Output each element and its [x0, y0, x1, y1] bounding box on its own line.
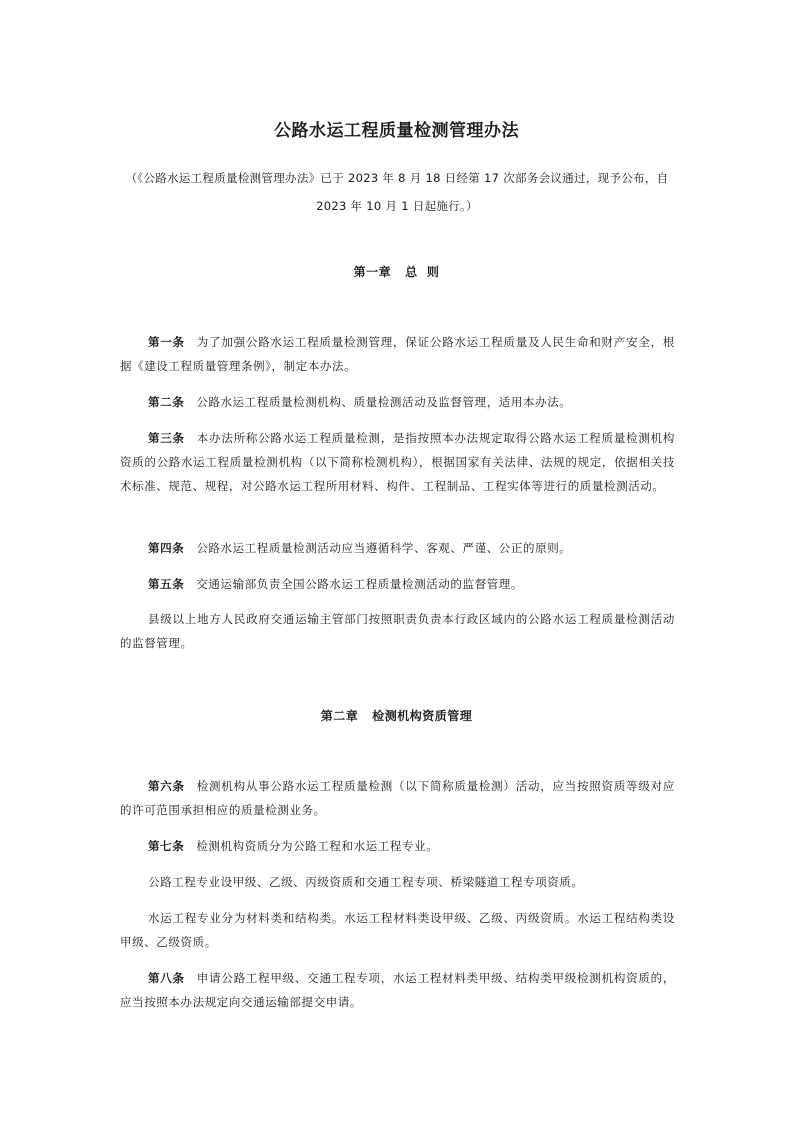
article-text: 检测机构资质分为公路工程和水运工程专业。: [196, 839, 439, 853]
article-paragraph: [120, 966, 675, 1014]
article-number: 第一条: [148, 335, 185, 349]
article-number: 第二条: [148, 395, 185, 409]
article-text: 交通运输部负责全国公路水运工程质量检测活动的监督管理。: [196, 577, 524, 591]
article-text: 本办法所称公路水运工程质量检测，是指按照本办法规定取得公路水运工程质量检测机构资质的公路水运工程质量检测机构（以下简称检测机构），根据国家有关法律、法规的规定，依据相关技术标准、规范、规程，对公路水运工程所用材料、构件、工程制品、工程实体等进行的质量检测活动。: [120, 431, 675, 493]
article-text: 水运工程专业分为材料类和结构类。水运工程材料类设甲级、乙级、丙级资质。水运工程结构类设甲级、乙级资质。: [120, 911, 675, 949]
article-text: 公路水运工程质量检测活动应当遵循科学、客观、严谨、公正的原则。: [196, 541, 572, 555]
chapter-heading-2: [0, 707, 793, 724]
article-paragraph: [120, 774, 675, 822]
article-paragraph: [120, 607, 675, 655]
chapter-name: 总 则: [405, 265, 440, 279]
chapter-number: 第一章: [353, 265, 392, 279]
article-paragraph: [120, 426, 675, 498]
article-paragraph: [120, 834, 675, 858]
article-paragraph: [120, 330, 675, 378]
article-number: 第八条: [148, 971, 185, 985]
article-paragraph: [120, 572, 675, 596]
article-text: 公路工程专业设甲级、乙级、丙级资质和交通工程专项、桥梁隧道工程专项资质。: [148, 875, 584, 889]
document-preamble: （《公路水运工程质量检测管理办法》已于 2023 年 8 月 18 日经第 17 次部务会议通过，现予公布，自 2023 年 10 月 1 日起施行。）: [125, 171, 669, 213]
article-text: 为了加强公路水运工程质量检测管理，保证公路水运工程质量及人民生命和财产安全，根据《建设工程质量管理条例》，制定本办法。: [120, 335, 675, 373]
article-number: 第四条: [148, 541, 185, 555]
chapter-number: 第二章: [320, 709, 359, 723]
article-paragraph: [120, 870, 675, 894]
chapter-name: 检测机构资质管理: [372, 709, 473, 723]
article-number: 第五条: [148, 577, 185, 591]
article-text: 县级以上地方人民政府交通运输主管部门按照职责负责本行政区域内的公路水运工程质量检测活动的监督管理。: [120, 612, 675, 650]
article-paragraph: [120, 390, 675, 414]
article-number: 第七条: [148, 839, 185, 853]
article-text: 公路水运工程质量检测机构、质量检测活动及监督管理，适用本办法。: [196, 395, 572, 409]
chapter-heading-1: [0, 263, 793, 280]
article-paragraph: [120, 536, 675, 560]
article-text: 检测机构从事公路水运工程质量检测（以下简称质量检测）活动，应当按照资质等级对应的许可范围承担相应的质量检测业务。: [120, 779, 675, 817]
article-text: 申请公路工程甲级、交通工程专项，水运工程材料类甲级、结构类甲级检测机构资质的，应当按照本办法规定向交通运输部提交申请。: [120, 971, 675, 1009]
article-number: 第三条: [148, 431, 185, 445]
document-title: 公路水运工程质量检测管理办法: [274, 121, 519, 141]
article-paragraph: [120, 906, 675, 954]
article-number: 第六条: [148, 779, 185, 793]
